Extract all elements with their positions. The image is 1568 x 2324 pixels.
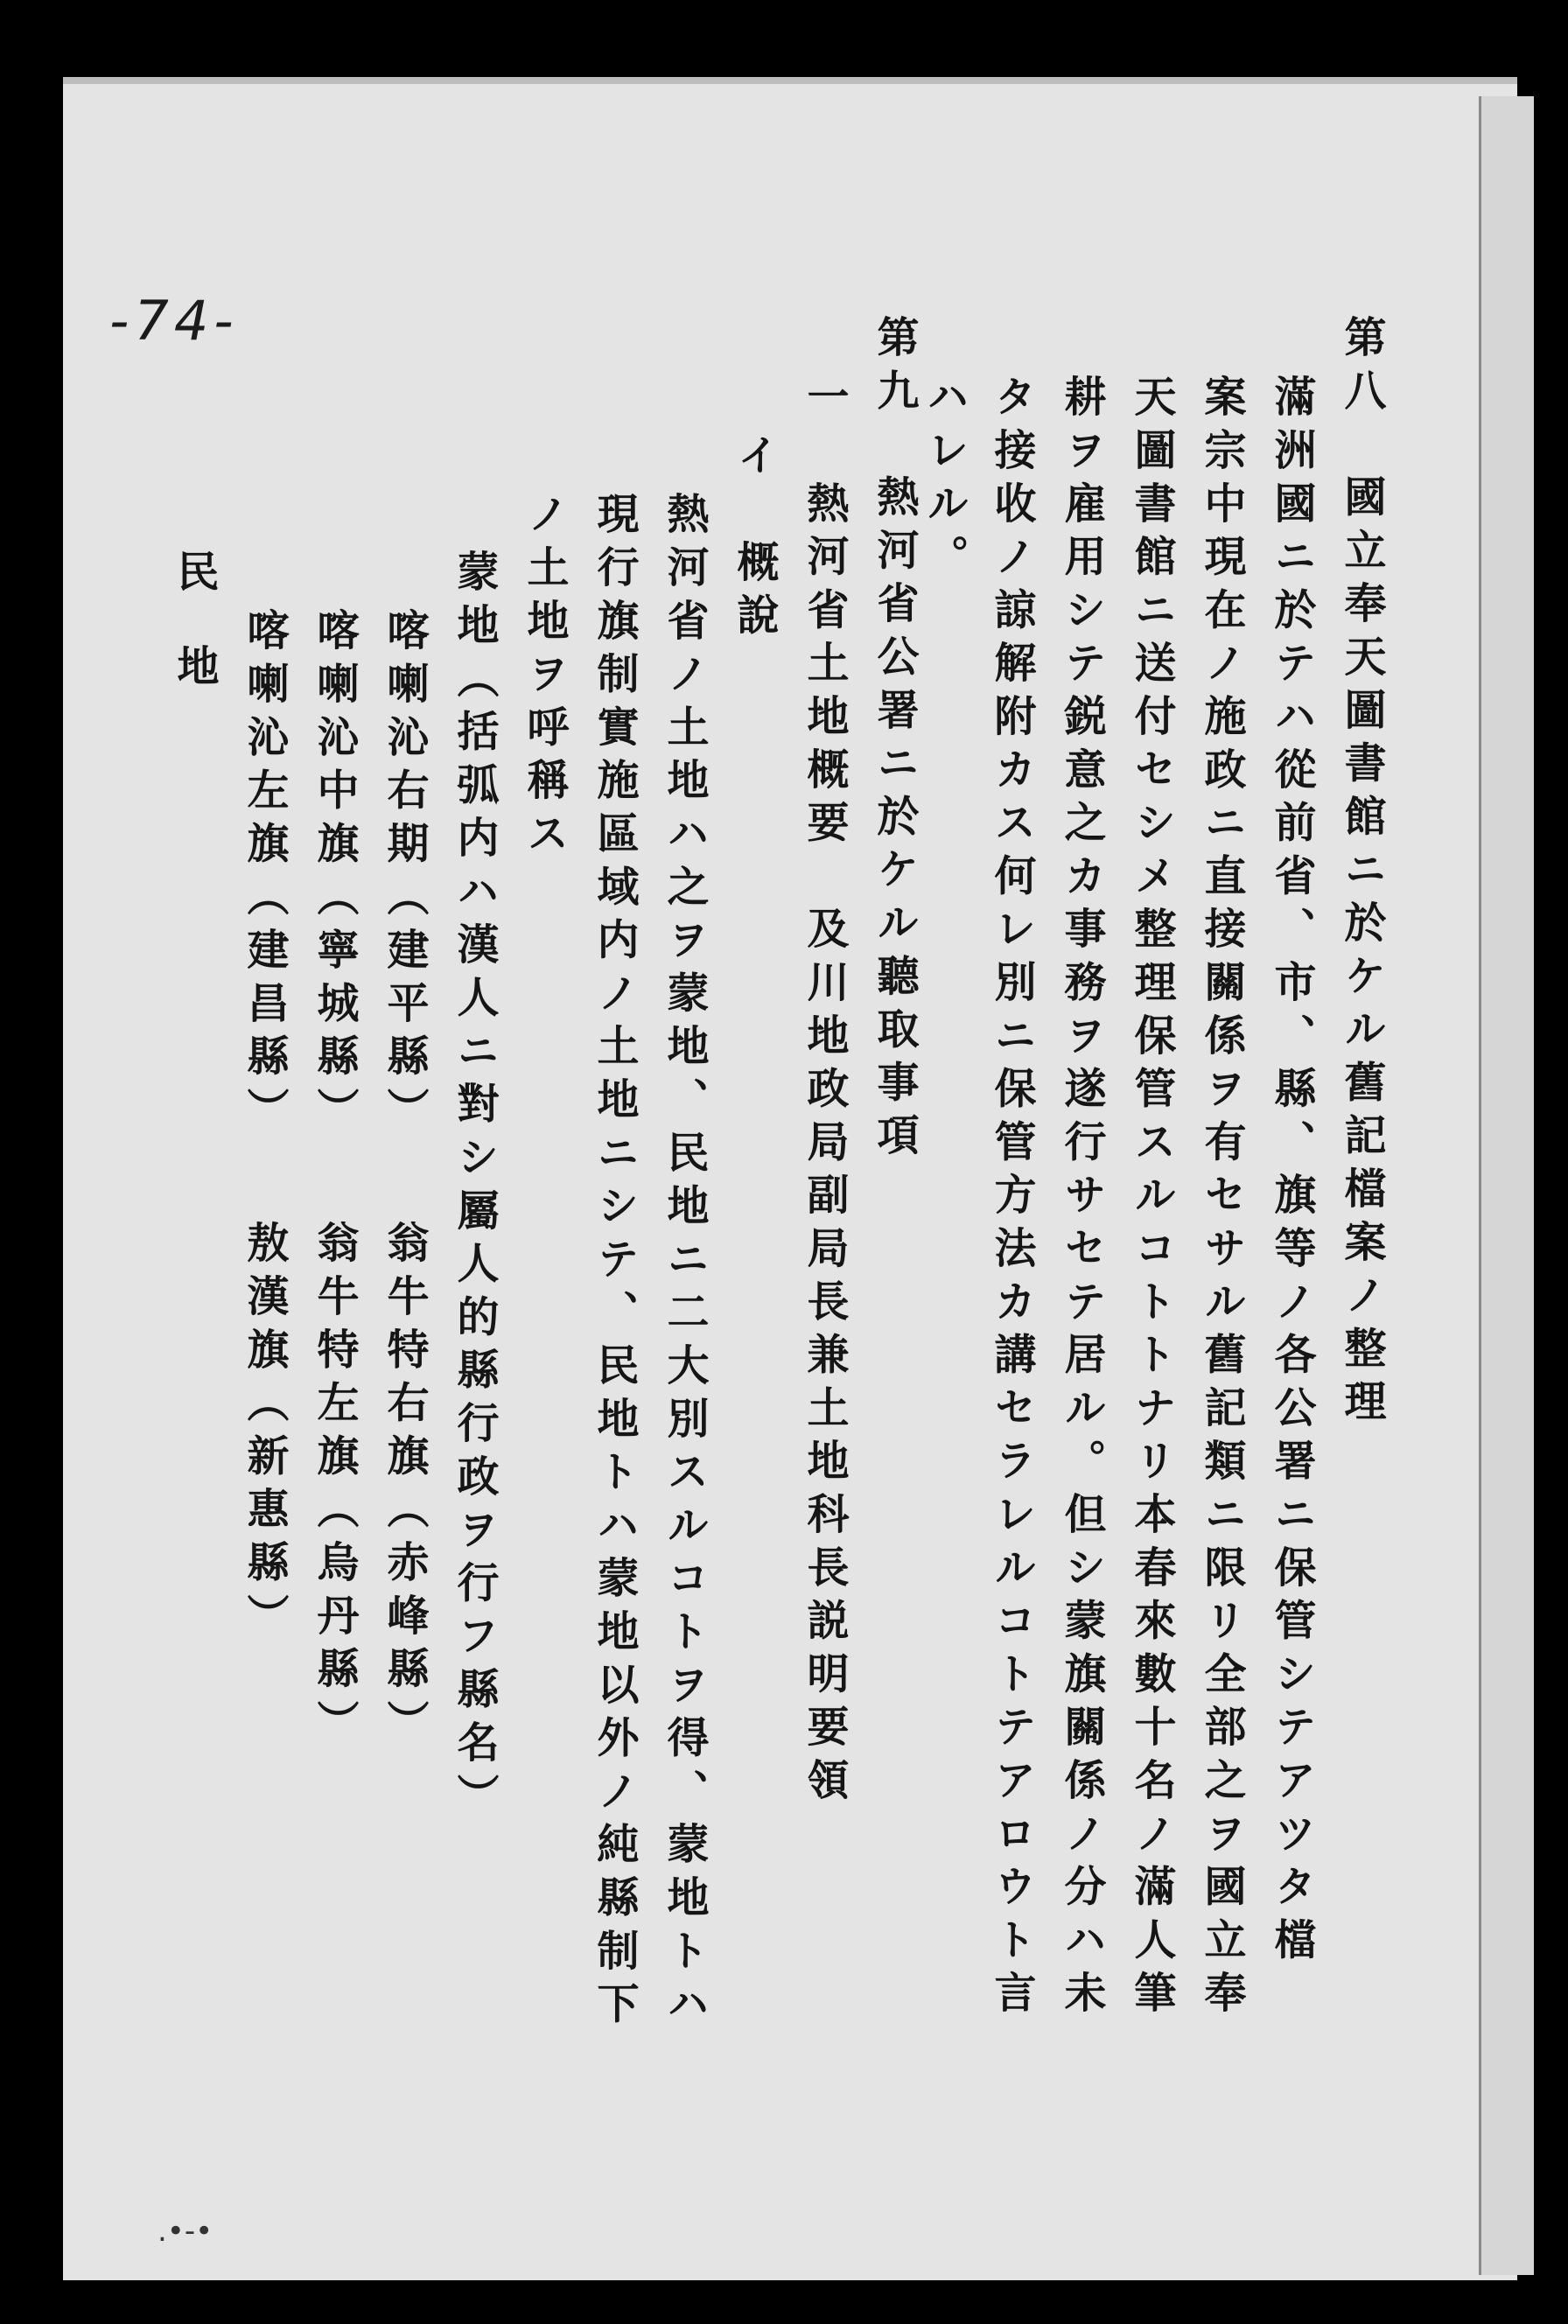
text-column: 耕ヲ雇用シテ鋭意之カ事務ヲ遂行サセテ居ル。但シ蒙旗關係ノ分ハ未 [1057,374,1106,2024]
list-item: 敖漢旗（新惠縣） [240,1221,289,1647]
text-column: ノ土地ヲ呼稱ス [520,492,569,864]
list-item: 喀喇沁左旗（建昌縣） [240,608,289,1140]
subsection-heading: 一 熱河省土地概要 及川地政局副局長兼土地科長説明要領 [800,374,849,1811]
list-item: 翁牛特右旗（赤峰縣） [380,1221,429,1753]
text-column: ハレル。 [920,374,969,588]
section-heading-8: 第八 國立奉天圖書館ニ於ケル舊記檔案ノ整理 [1337,315,1386,1432]
list-item: 喀喇沁右期（建平縣） [380,608,429,1140]
list-heading: 民地 [170,550,219,738]
text-column: タ接收ノ諒解附カス何レ別ニ保管方法カ講セラレルコトテアロウト言 [987,374,1036,2024]
text-column: 滿洲國ニ於テハ從前省、市、縣、旗等ノ各公署ニ保管シテアツタ檔 [1267,374,1316,1970]
page-mark: .•-• [158,2214,214,2249]
text-column: 案宗中現在ノ施政ニ直接關係ヲ有セサル舊記類ニ限リ全部之ヲ國立奉 [1197,374,1246,2024]
text-column: 天圖書館ニ送付セシメ整理保管スルコトトナリ本春來數十名ノ滿人筆 [1127,374,1176,2024]
page-edge [1479,96,1534,2275]
text-column: 現行旗制實施區域内ノ土地ニシテ、民地トハ蒙地以外ノ純縣制下 [590,492,639,2035]
subsection-label: イ 概說 [730,433,779,647]
list-item: 喀喇沁中旗（寧城縣） [310,608,359,1140]
text-column: 熱河省ノ土地ハ之ヲ蒙地、民地ニ二大別スルコトヲ得、蒙地トハ [660,492,709,2035]
list-item: 翁牛特左旗（烏丹縣） [310,1221,359,1753]
section-heading-9: 第九 熱河省公署ニ於ケル聽取事項 [870,315,919,1166]
list-heading: 蒙地（括弧内ハ漢人ニ對シ屬人的縣行政ヲ行フ縣名） [450,550,499,1827]
page-number: -74- [109,289,239,353]
